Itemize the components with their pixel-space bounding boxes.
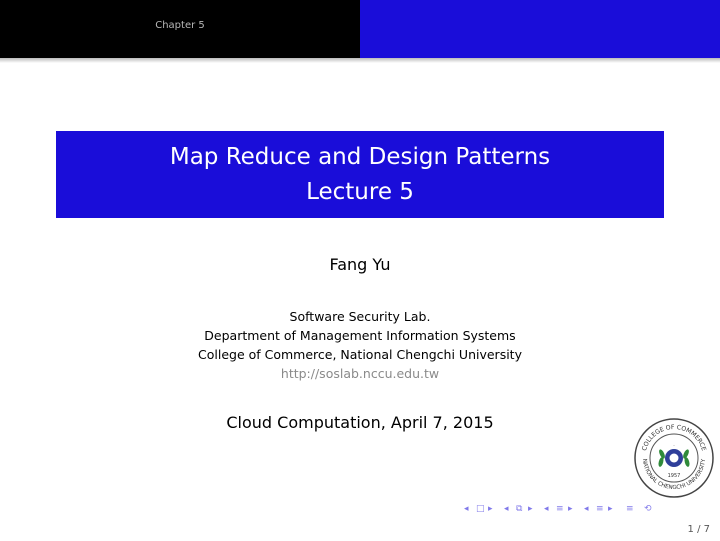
svg-text:·: · — [673, 444, 675, 449]
section-label[interactable]: Chapter 5 — [155, 20, 205, 31]
institute-lab: Software Security Lab. — [289, 309, 431, 324]
nav-search-icon[interactable]: ⟲ — [644, 504, 652, 514]
header-right-panel — [360, 0, 720, 58]
beamer-navigation-bar — [464, 504, 684, 518]
nav-section-icon[interactable]: ≡ — [556, 504, 564, 514]
nav-prev-subsection-icon[interactable]: ◂ — [504, 504, 509, 514]
header-left-panel — [0, 0, 360, 58]
title-box — [56, 131, 664, 218]
page-number: 1 / 7 — [687, 524, 710, 535]
nav-subsection-icon[interactable]: ⧉ — [516, 504, 523, 514]
nav-chapter-icon[interactable]: ≡ — [596, 504, 604, 514]
nav-next-subsection-icon[interactable]: ▸ — [528, 504, 533, 514]
presentation-date: Cloud Computation, April 7, 2015 — [226, 413, 494, 432]
nav-next-chapter-icon[interactable]: ▸ — [608, 504, 613, 514]
university-seal-icon — [633, 417, 715, 499]
nav-appendix-icon[interactable]: ≡ — [626, 504, 634, 514]
nav-next-frame-icon[interactable]: ▸ — [488, 504, 493, 514]
institute-department: Department of Management Information Systems — [204, 328, 516, 343]
slide-header — [0, 0, 720, 58]
slide-subtitle: Lecture 5 — [306, 179, 414, 205]
seal-text-bottom: NATIONAL CHENGCHI UNIVERSITY — [640, 458, 708, 492]
slide-title: Map Reduce and Design Patterns — [169, 144, 551, 170]
nav-prev-chapter-icon[interactable]: ◂ — [584, 504, 589, 514]
institute-url-link[interactable]: http://soslab.nccu.edu.tw — [280, 366, 440, 381]
nav-next-section-icon[interactable]: ▸ — [568, 504, 573, 514]
seal-text-top: COLLEGE OF COMMERCE — [640, 423, 708, 452]
institute-college: College of Commerce, National Chengchi University — [198, 347, 522, 362]
header-shadow — [0, 58, 720, 63]
nav-frame-icon[interactable]: □ — [476, 504, 485, 514]
seal-year: 1957 — [667, 473, 681, 479]
author-name: Fang Yu — [329, 255, 391, 274]
nav-first-frame-icon[interactable]: ◂ — [464, 504, 469, 514]
nav-prev-section-icon[interactable]: ◂ — [544, 504, 549, 514]
